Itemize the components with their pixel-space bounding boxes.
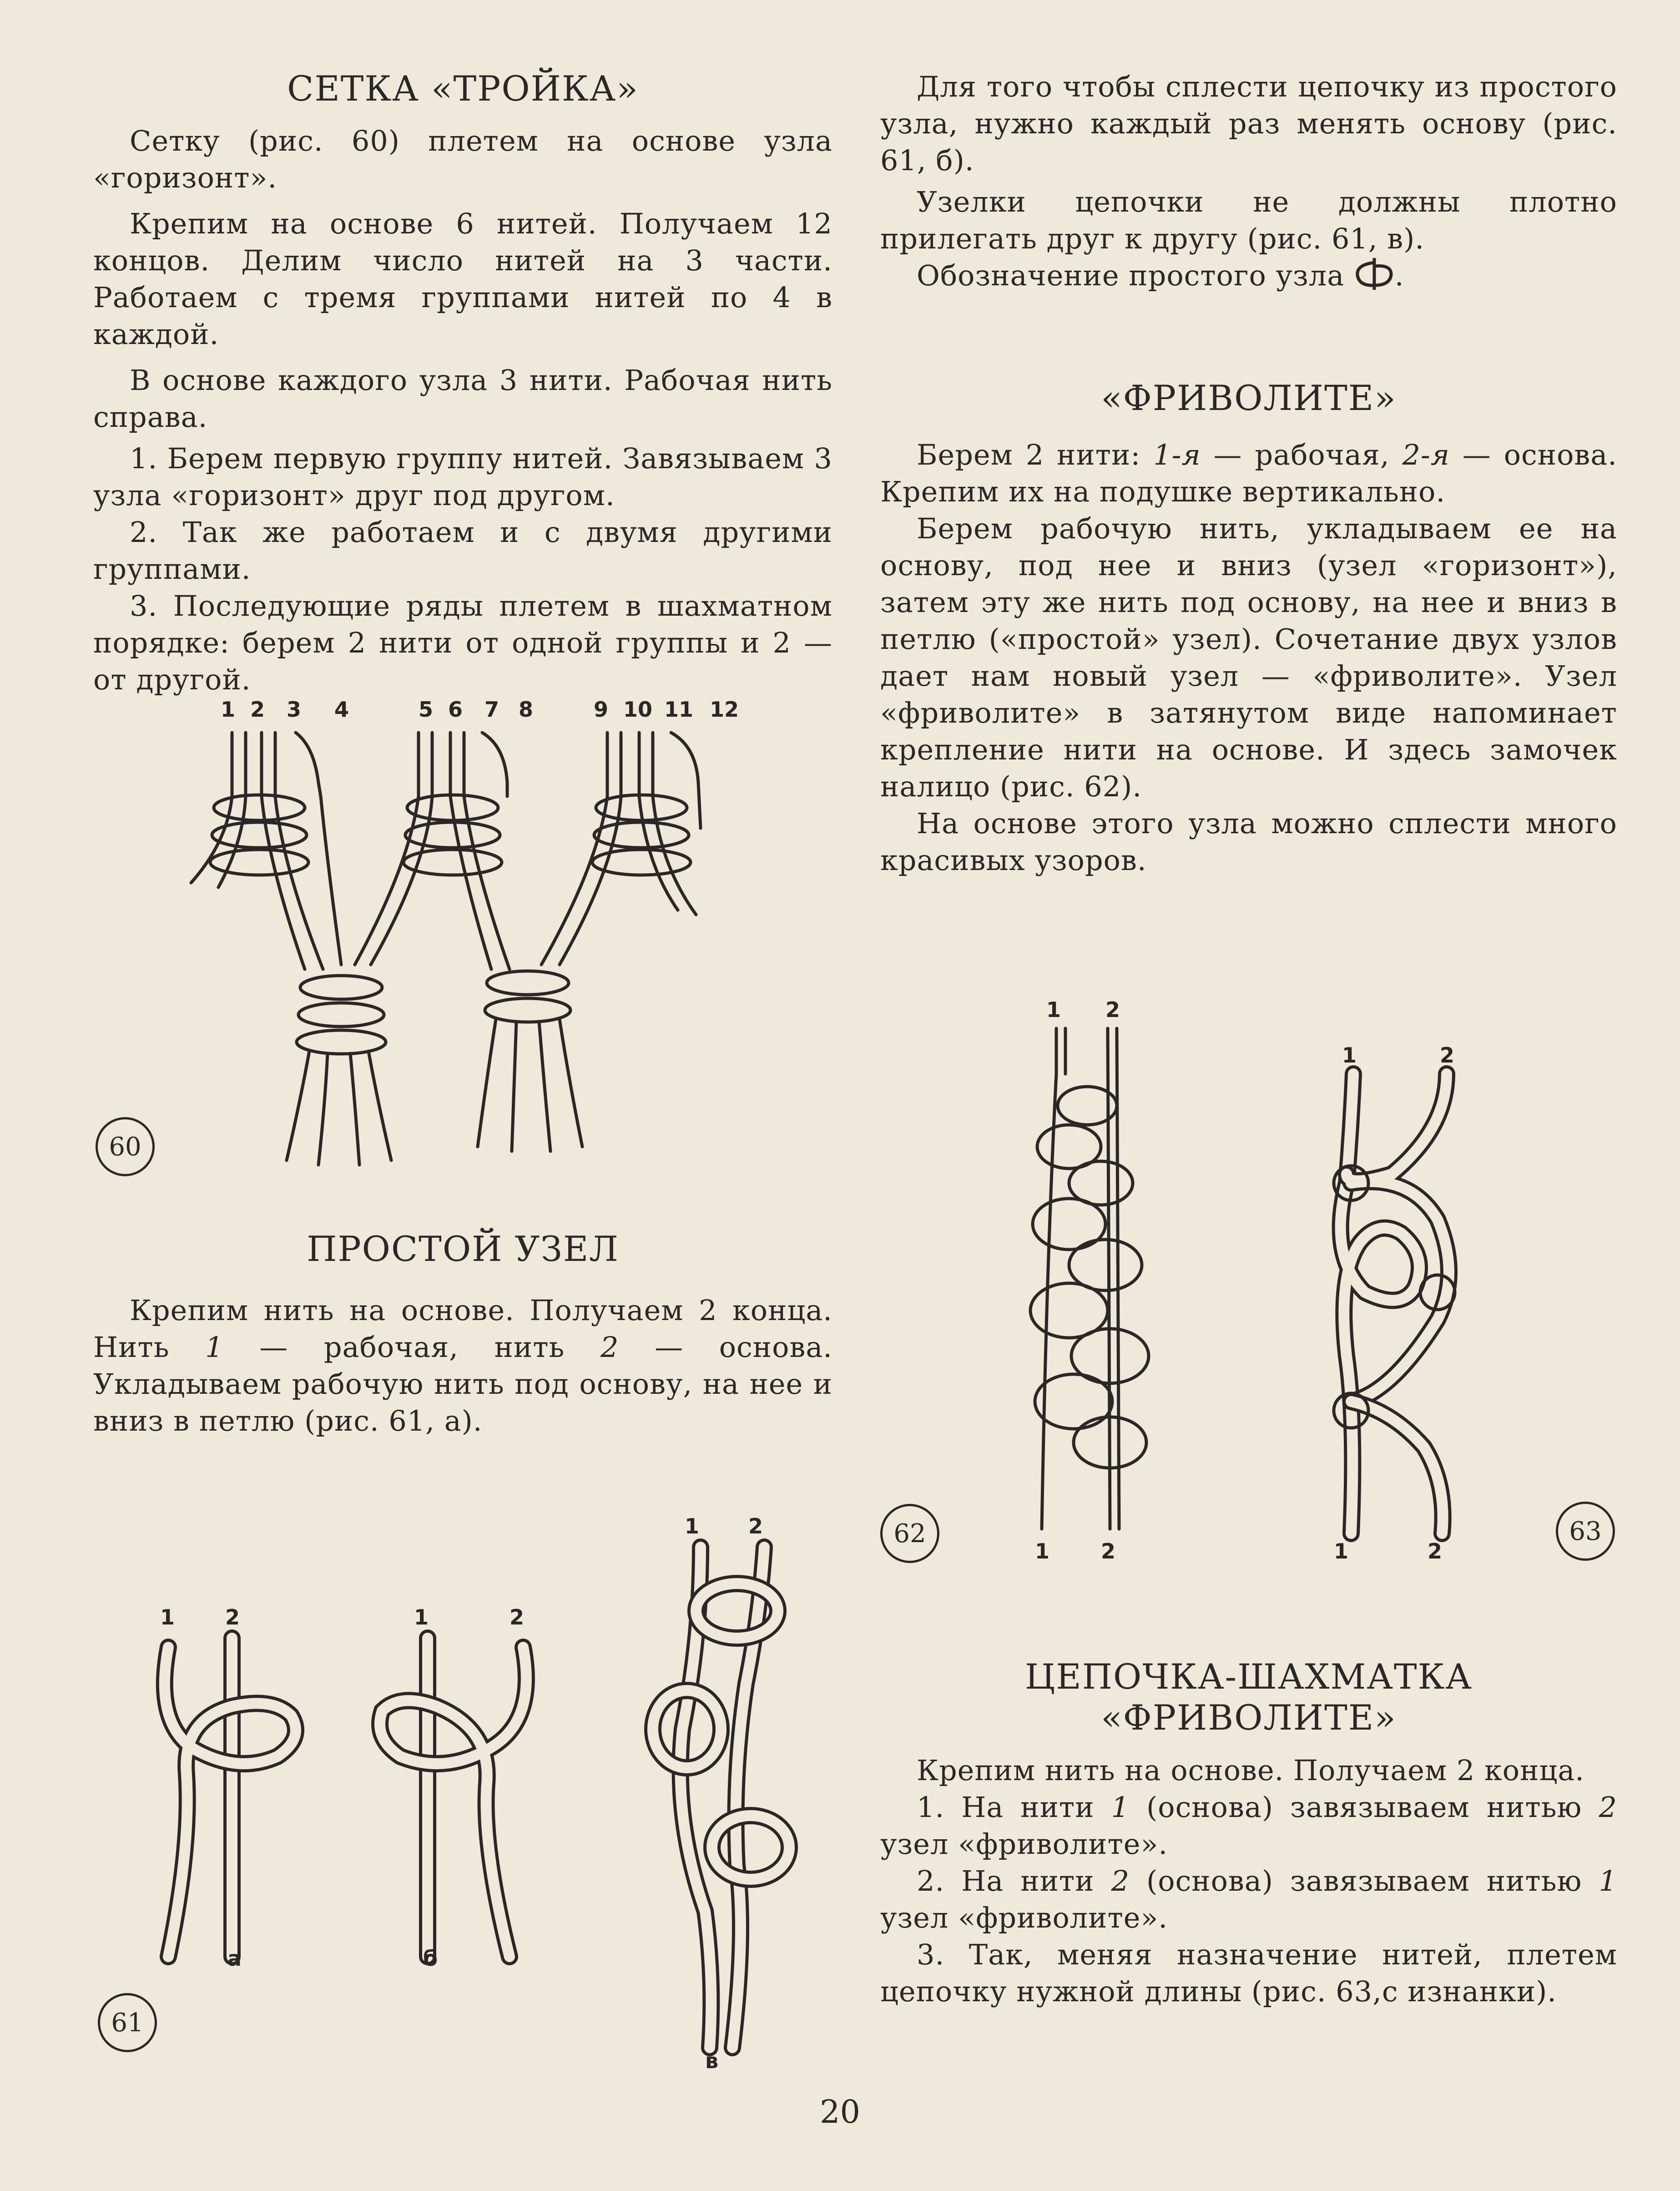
paragraph: На основе этого узла можно сплести много красивых узоров. [880, 807, 1617, 877]
simple-knot-drawing [127, 1502, 828, 2070]
text-run: 1-я [1153, 438, 1201, 471]
paragraph [880, 1862, 1617, 1936]
text-run: 1 [1111, 1791, 1130, 1824]
thread-label: 2 [1428, 1539, 1443, 1564]
thread-label: 2 [1101, 1539, 1116, 1564]
thread-label: 12 [710, 697, 739, 722]
thread-label: 2 [1440, 1043, 1455, 1068]
text-run: 2 [1599, 1791, 1617, 1824]
text-run: — рабочая, [1201, 438, 1403, 471]
paragraph: Берем рабочую нить, укладываем ее на основу, под нее и вниз (узел «горизонт»), затем эту же нить под основу, на нее и вниз в петлю («простой» узел). Сочетание двух узлов дает нам новый узел — «фриволите». Узел «фриволите» в затянутом виде напоминает крепление нити на основе. И здесь замочек налицо (рис. 62). [880, 512, 1617, 803]
paragraph: Сетку (рис. 60) плетем на основе узла «горизонт». [93, 124, 832, 194]
text-run: (основа) завязываем нитью [1130, 1864, 1599, 1898]
thread-label: 7 [484, 697, 499, 722]
paragraph: В основе каждого узла 3 нити. Рабочая нить справа. [93, 364, 832, 434]
thread-label: 2 [748, 1514, 763, 1538]
text-run: узел «фриволите». [880, 1901, 1168, 1934]
figure-number-61: 61 [98, 1993, 157, 2052]
text-run: 1. На нити [917, 1791, 1111, 1824]
text-run: 2 [1111, 1864, 1130, 1898]
left-column-bottom [93, 1229, 832, 1439]
paragraph [880, 257, 1617, 294]
knot-a [165, 1638, 296, 1971]
thread-label: 6 [448, 697, 463, 722]
thread-label: 1 [221, 697, 236, 722]
thread-group [191, 733, 341, 969]
text-run: Обозначение простого узла [917, 259, 1345, 292]
text-run: 2. На нити [917, 1864, 1111, 1898]
figure-letter: б [423, 1946, 438, 1971]
figure-60-illustration [164, 692, 778, 1197]
figure-number-62: 62 [880, 1504, 939, 1563]
thread-label: 10 [623, 697, 653, 722]
text-run: узел «фриволите». [880, 1827, 1168, 1861]
text-run: 2 [600, 1331, 619, 1364]
text-run: — основа. Крепим их на подушке вертикально. [880, 438, 1617, 508]
text-run: — основа. Укладываем рабочую нить под основу, на нее и вниз в петлю (рис. 61, а). [93, 1331, 833, 1437]
figure-letter: а [227, 1946, 242, 1971]
section-title-frivolite: «ФРИВОЛИТЕ» [1101, 378, 1397, 418]
paragraph: 1. Берем первую группу нитей. Завязываем 3 узла «горизонт» друг под другом. [93, 442, 832, 512]
chess-chain-drawing [1310, 1037, 1492, 1579]
knot-b [380, 1638, 526, 1971]
lower-knot [478, 971, 582, 1151]
thread-label: 9 [594, 697, 609, 722]
thread-label: 2 [250, 697, 265, 722]
lower-knot [287, 976, 391, 1165]
thread-label: 2 [510, 1605, 525, 1629]
text-run: Берем 2 нити: [917, 438, 1154, 471]
paragraph [880, 436, 1617, 510]
thread-label: 1 [685, 1514, 700, 1538]
thread-label: 2 [225, 1605, 240, 1629]
thread-label: 2 [1105, 997, 1120, 1022]
paragraph: Крепим на основе 6 нитей. Получаем 12 концов. Делим число нитей на 3 части. Работаем с тремя группами нитей по 4 в каждой. [93, 207, 832, 351]
thread-label: 1 [1342, 1043, 1357, 1068]
paragraph: Крепим нить на основе. Получаем 2 конца. [917, 1754, 1584, 1787]
paragraph: Узелки цепочки не должны плотно прилегать друг к другу (рис. 61, в). [880, 185, 1617, 255]
paragraph [93, 1292, 832, 1439]
paragraph: Для того чтобы сплести цепочку из простого узла, нужно каждый раз менять основу (рис. 61, б). [880, 70, 1617, 177]
section-title-simple-knot: ПРОСТОЙ УЗЕЛ [307, 1229, 619, 1269]
page-number: 20 [819, 2093, 861, 2130]
paragraph: 3. Последующие ряды плетем в шахматном порядке: берем 2 нити от одной группы и 2 — от другой. [93, 589, 832, 696]
thread-label: 11 [664, 697, 694, 722]
thread-group [541, 733, 701, 965]
paragraph [880, 1789, 1617, 1862]
text-run: 1 [1599, 1864, 1617, 1898]
paragraph: 3. Так, меняя назначение нитей, плетем цепочку нужной длины (рис. 63,с изнанки). [880, 1938, 1617, 2008]
text-run: 1 [205, 1331, 224, 1364]
thread-label: 1 [1334, 1539, 1349, 1564]
thread-label: 1 [160, 1605, 175, 1629]
figure-61-illustration [127, 1502, 828, 2070]
figure-63-illustration [1310, 1037, 1492, 1579]
thread-group [355, 733, 510, 969]
right-column-frivolite [880, 378, 1617, 879]
text-run: 2-я [1402, 438, 1450, 471]
thread-label: 8 [519, 697, 534, 722]
figure-letter: в [705, 2049, 719, 2070]
section-title-chess-chain-line1: ЦЕПОЧКА-ШАХМАТКА [1025, 1656, 1473, 1697]
figure-number-60: 60 [96, 1117, 155, 1176]
knot-chain-v [653, 1547, 789, 2070]
right-column-intro [880, 68, 1617, 294]
figure-number-63: 63 [1556, 1502, 1615, 1561]
right-column-bottom [880, 1656, 1617, 2010]
text-run: Крепим нить на основе. Получаем 2 конца. Нить [93, 1294, 832, 1364]
period: . [1394, 259, 1404, 292]
thread-label: 4 [334, 697, 349, 722]
paragraph: 2. Так же работаем и с двумя другими группами. [93, 516, 832, 586]
thread-label: 1 [1035, 1539, 1050, 1564]
figure-62-illustration [1019, 992, 1169, 1579]
simple-knot-symbol-icon [1354, 258, 1395, 290]
thread-label: 5 [419, 697, 434, 722]
text-run: — рабочая, нить [223, 1331, 600, 1364]
thread-label: 1 [414, 1605, 429, 1629]
net-knots-drawing [164, 692, 778, 1197]
thread-label: 1 [1046, 997, 1061, 1022]
section-title-troika: СЕТКА «ТРОЙКА» [287, 68, 639, 109]
frivolite-chain-drawing [1019, 992, 1169, 1579]
section-title-chess-chain-line2: «ФРИВОЛИТЕ» [1101, 1697, 1397, 1738]
thread-label: 3 [287, 697, 302, 722]
text-run: (основа) завязываем нитью [1130, 1791, 1599, 1824]
left-column-top [93, 68, 832, 698]
